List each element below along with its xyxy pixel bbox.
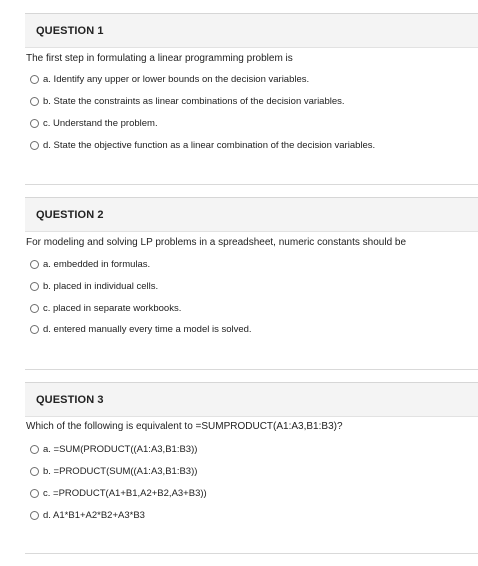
question-2-option-c[interactable] xyxy=(30,301,181,315)
question-1-option-d[interactable] xyxy=(30,138,375,152)
option-label: d. A1*B1+A2*B2+A3*B3 xyxy=(43,509,145,521)
question-3-prompt: Which of the following is equivalent to =SUMPRODUCT(A1:A3,B1:B3)? xyxy=(26,421,343,432)
radio-button-icon[interactable] xyxy=(30,282,39,291)
radio-button-icon[interactable] xyxy=(30,325,39,334)
option-label: a. =SUM(PRODUCT((A1:A3,B1:B3)) xyxy=(43,443,198,455)
question-3-header xyxy=(25,382,478,417)
question-3-option-c[interactable] xyxy=(30,486,207,500)
option-label: b. =PRODUCT(SUM((A1:A3,B1:B3)) xyxy=(43,465,198,477)
question-1-option-c[interactable] xyxy=(30,116,158,130)
question-1-option-b[interactable] xyxy=(30,94,345,108)
question-2-option-b[interactable] xyxy=(30,279,158,293)
question-1-header xyxy=(25,13,478,48)
radio-button-icon[interactable] xyxy=(30,304,39,313)
question-divider xyxy=(25,184,478,185)
radio-button-icon[interactable] xyxy=(30,141,39,150)
option-label: d. entered manually every time a model is solved. xyxy=(43,323,252,335)
question-2-option-d[interactable] xyxy=(30,322,252,336)
option-label: d. State the objective function as a linear combination of the decision variables. xyxy=(43,139,376,151)
question-1-title: QUESTION 1 xyxy=(36,24,104,37)
question-3-option-b[interactable] xyxy=(30,464,197,478)
question-3-option-a[interactable] xyxy=(30,442,197,456)
radio-button-icon[interactable] xyxy=(30,445,39,454)
radio-button-icon[interactable] xyxy=(30,97,39,106)
question-2-option-a[interactable] xyxy=(30,257,150,271)
question-2-title: QUESTION 2 xyxy=(36,208,104,221)
question-3-option-d[interactable] xyxy=(30,508,145,522)
option-label: b. State the constraints as linear combinations of the decision variables. xyxy=(43,95,345,107)
radio-button-icon[interactable] xyxy=(30,467,39,476)
question-1-prompt: The first step in formulating a linear programming problem is xyxy=(26,53,293,64)
radio-button-icon[interactable] xyxy=(30,489,39,498)
option-label: c. Understand the problem. xyxy=(43,117,158,129)
radio-button-icon[interactable] xyxy=(30,75,39,84)
question-2-header xyxy=(25,197,478,232)
question-2-prompt: For modeling and solving LP problems in a spreadsheet, numeric constants should be xyxy=(26,237,407,248)
question-1-option-a[interactable] xyxy=(30,72,309,86)
option-label: b. placed in individual cells. xyxy=(43,280,159,292)
option-label: c. placed in separate workbooks. xyxy=(43,302,182,314)
question-divider xyxy=(25,553,478,554)
question-3-title: QUESTION 3 xyxy=(36,393,104,406)
radio-button-icon[interactable] xyxy=(30,260,39,269)
option-label: a. embedded in formulas. xyxy=(43,258,151,270)
option-label: a. Identify any upper or lower bounds on the decision variables. xyxy=(43,73,310,85)
option-label: c. =PRODUCT(A1+B1,A2+B2,A3+B3)) xyxy=(43,487,207,499)
question-divider xyxy=(25,369,478,370)
radio-button-icon[interactable] xyxy=(30,119,39,128)
radio-button-icon[interactable] xyxy=(30,511,39,520)
